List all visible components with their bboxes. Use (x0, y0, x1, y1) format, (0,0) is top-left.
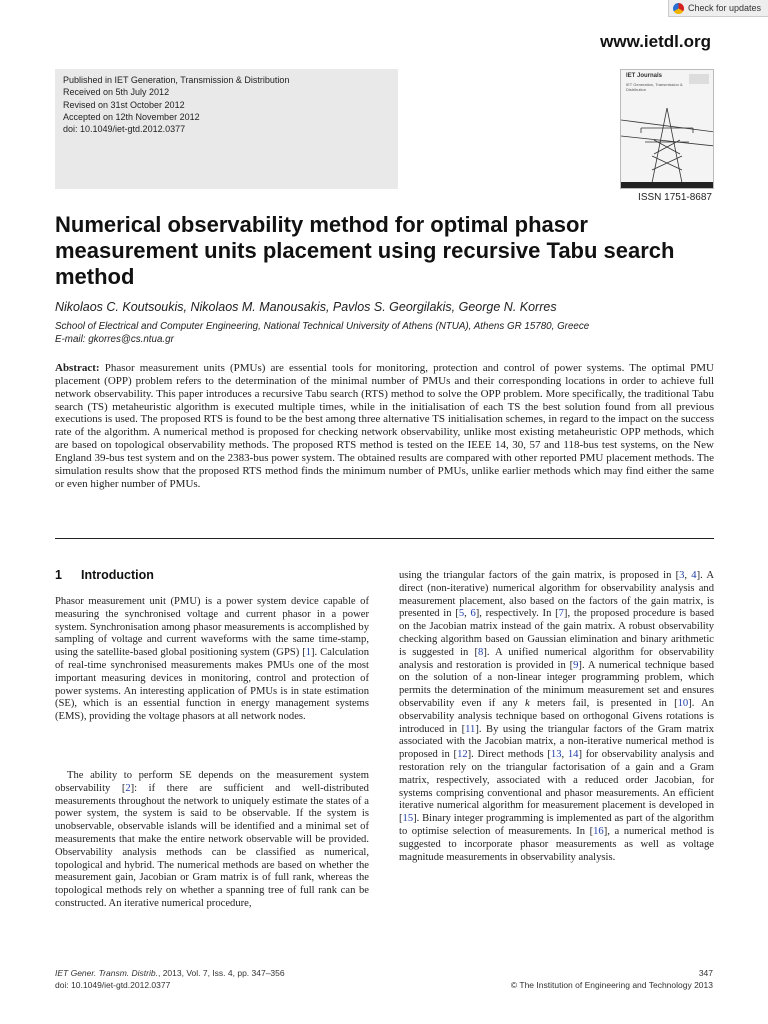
reference-link[interactable]: 12 (457, 749, 468, 761)
doi-line: doi: 10.1049/iet-gtd.2012.0377 (63, 124, 186, 135)
reference-link[interactable]: 5 (458, 608, 465, 620)
reference-link[interactable]: 10 (677, 697, 689, 709)
journal-abbrev: IET Gener. Transm. Distrib. (55, 968, 158, 978)
reference-link[interactable]: 7 (558, 608, 564, 620)
page-number: 347 (698, 968, 713, 978)
reference-link[interactable]: 13 (550, 749, 562, 761)
abstract-text: Phasor measurement units (PMUs) are essential tools for monitoring, protection and control of power systems. The optimal PMU placement (OPP) problem refers to the determination of the minimal number of PMUs and their corresponding locations in order to achieve full network observability. This paper introduces a recursive Tabu search (RTS) method to solve the OPP problem. More specifically, the traditional Tabu search (TS) metaheuristic algorithm is executed multiple times, while in the initialisation of each TS the best solution found from all previous executions is used. The proposed RTS is found to be the best among three alternative TS initialisation schemes, in regard to the impact on the success rate of the algorithm. A numerical method is proposed for checking network observability, unlike most existing metaheuristic OPP methods, which are based on topological observability methods. The proposed RTS method is tested on the IEEE 14, 30, 57 and 118-bus test systems, on the New England 39-bus test system and on the 2383-bus power system. The obtained results are compared with other reported PMU placement methods. The simulation results show that the proposed RTS method finds the minimum number of PMUs, unlike earlier methods which may find either the same or even higher number of PMUs. (55, 362, 714, 490)
received-date: Received on 5th July 2012 (63, 87, 170, 98)
site-url[interactable]: www.ietdl.org (600, 32, 711, 51)
cover-journal-title: IET Generation, Transmission & Distribution (626, 82, 683, 92)
reference-link[interactable]: 15 (402, 813, 414, 825)
reference-link[interactable]: 1 (305, 647, 312, 659)
footer-citation (55, 968, 285, 991)
revised-date: Revised on 31st October 2012 (63, 99, 185, 110)
check-for-updates-label: Check for updates (688, 3, 762, 13)
abstract (55, 362, 714, 490)
crossmark-icon (673, 3, 684, 14)
reference-link[interactable]: 9 (573, 659, 579, 671)
publication-info-box (55, 69, 398, 189)
intro-paragraph-1: Phasor measurement unit (PMU) is a power system device capable of measuring the synchronised voltage and current phasor in a power system. Synchronisation among phasor measurements is accomplished by sampling of voltage and current waveforms with the same time-stamp, using the satellite-based global positioning system (GPS) [1]. Calculation of real-time synchronised measurements makes PMUs one of the most important measuring devices in monitoring, control and protection of power systems. An interesting application of PMUs is in state estimation (SE), which is an essential function in energy management systems (EMS), providing the voltage phasors at all network nodes. (55, 596, 369, 723)
copyright: © The Institution of Engineering and Technology 2013 (510, 979, 713, 990)
paper-title: Numerical observability method for optimal phasor measurement units placement using recursive Tabu search method (55, 212, 675, 289)
footer-doi: doi: 10.1049/iet-gtd.2012.0377 (55, 979, 171, 990)
issn: ISSN 1751-8687 (638, 192, 712, 203)
reference-link[interactable]: 14 (567, 749, 579, 761)
affiliation: School of Electrical and Computer Engineering, National Technical University of Athens (NTUA), Athens GR 15780, Greece (55, 321, 590, 332)
reference-link[interactable]: 16 (593, 825, 604, 837)
intro-paragraph-2: The ability to perform SE depends on the measurement system observability [2]: if there are sufficient and well-distributed measurements throughout the network to uniquely estimate the states of a power system, the system is said to be observable. If the system is unobservable, observable islands will be identified and a minimal set of measurements that make the entire network observable will be provided. Observability analysis methods can be classified as numerical, topological and hybrid. The numerical methods are based on whether the measurement gain, Jacobian or Gram matrix is of full rank, whereas the topological methods rely on whether a spanning tree of full rank can be constructed. An iterative numerical procedure, (55, 770, 369, 909)
reference-link[interactable]: 6 (470, 608, 476, 620)
footer-right (511, 968, 713, 991)
section-number: 1 (55, 568, 62, 582)
accepted-date: Accepted on 12th November 2012 (63, 111, 200, 122)
authors: Nikolaos C. Koutsoukis, Nikolaos M. Manousakis, Pavlos S. Georgilakis, George N. Korres (55, 300, 557, 314)
volume-info: , 2013, Vol. 7, Iss. 4, pp. 347–356 (157, 968, 285, 978)
intro-paragraph-right: using the triangular factors of the gain matrix, is proposed in [3, 4]. A direct (non-iterative) numerical algorithm for observability analysis and measurement placement, also based on the factors of the gain matrix, is presented in [5, 6], respectively. In [7], the proposed procedure is based on the Jacobian matrix instead of the gain matrix. A robust observability checking algorithm based on Gaussian elimination and binary arithmetic is suggested in [8]. A unified numerical algorithm for observability analysis and restoration is provided in [9]. A numerical technique based on the solution of a non-linear integer programming problem, which permits the determination of the minimum measurement set and ensures observability even if any k meters fail, is presented in [10]. An observability analysis technique based on orthogonal Givens rotations is introduced in [11]. By using the triangular factors of the Gram matrix associated with the Jacobian matrix, a non-iterative numerical method is proposed in [12]. Direct methods [13, 14] for observability analysis and restoration rely on the triangular factorisation of a gain and a Gram matrix, respectively, associated with a reduced order Jacobian, for systems comprising conventional and phasor measurements. An efficient iterative numerical algorithm for measurement placement is developed in [15]. Binary integer programming is implemented as part of the algorithm to optimise selection of measurements. In [16], a numerical method is suggested to incorporate phasor measurements as well as voltage magnitude measurements in observability analysis. (399, 570, 715, 863)
reference-link[interactable]: 3 (679, 570, 685, 581)
reference-link[interactable]: 8 (478, 646, 484, 658)
email[interactable]: E-mail: gkorres@cs.ntua.gr (55, 334, 174, 345)
pub-line: Published in IET Generation, Transmission & Distribution (63, 75, 290, 85)
section-divider (55, 538, 714, 539)
abstract-label: Abstract: (55, 362, 100, 374)
check-for-updates-button[interactable] (668, 0, 768, 17)
reference-link[interactable]: 2 (125, 782, 131, 794)
reference-link[interactable]: 4 (691, 570, 697, 581)
reference-link[interactable]: 11 (465, 723, 476, 735)
section-title: Introduction (81, 568, 154, 582)
journal-cover-image (620, 69, 714, 189)
section-heading (55, 568, 154, 582)
cover-brand: IET Journals (626, 73, 663, 79)
